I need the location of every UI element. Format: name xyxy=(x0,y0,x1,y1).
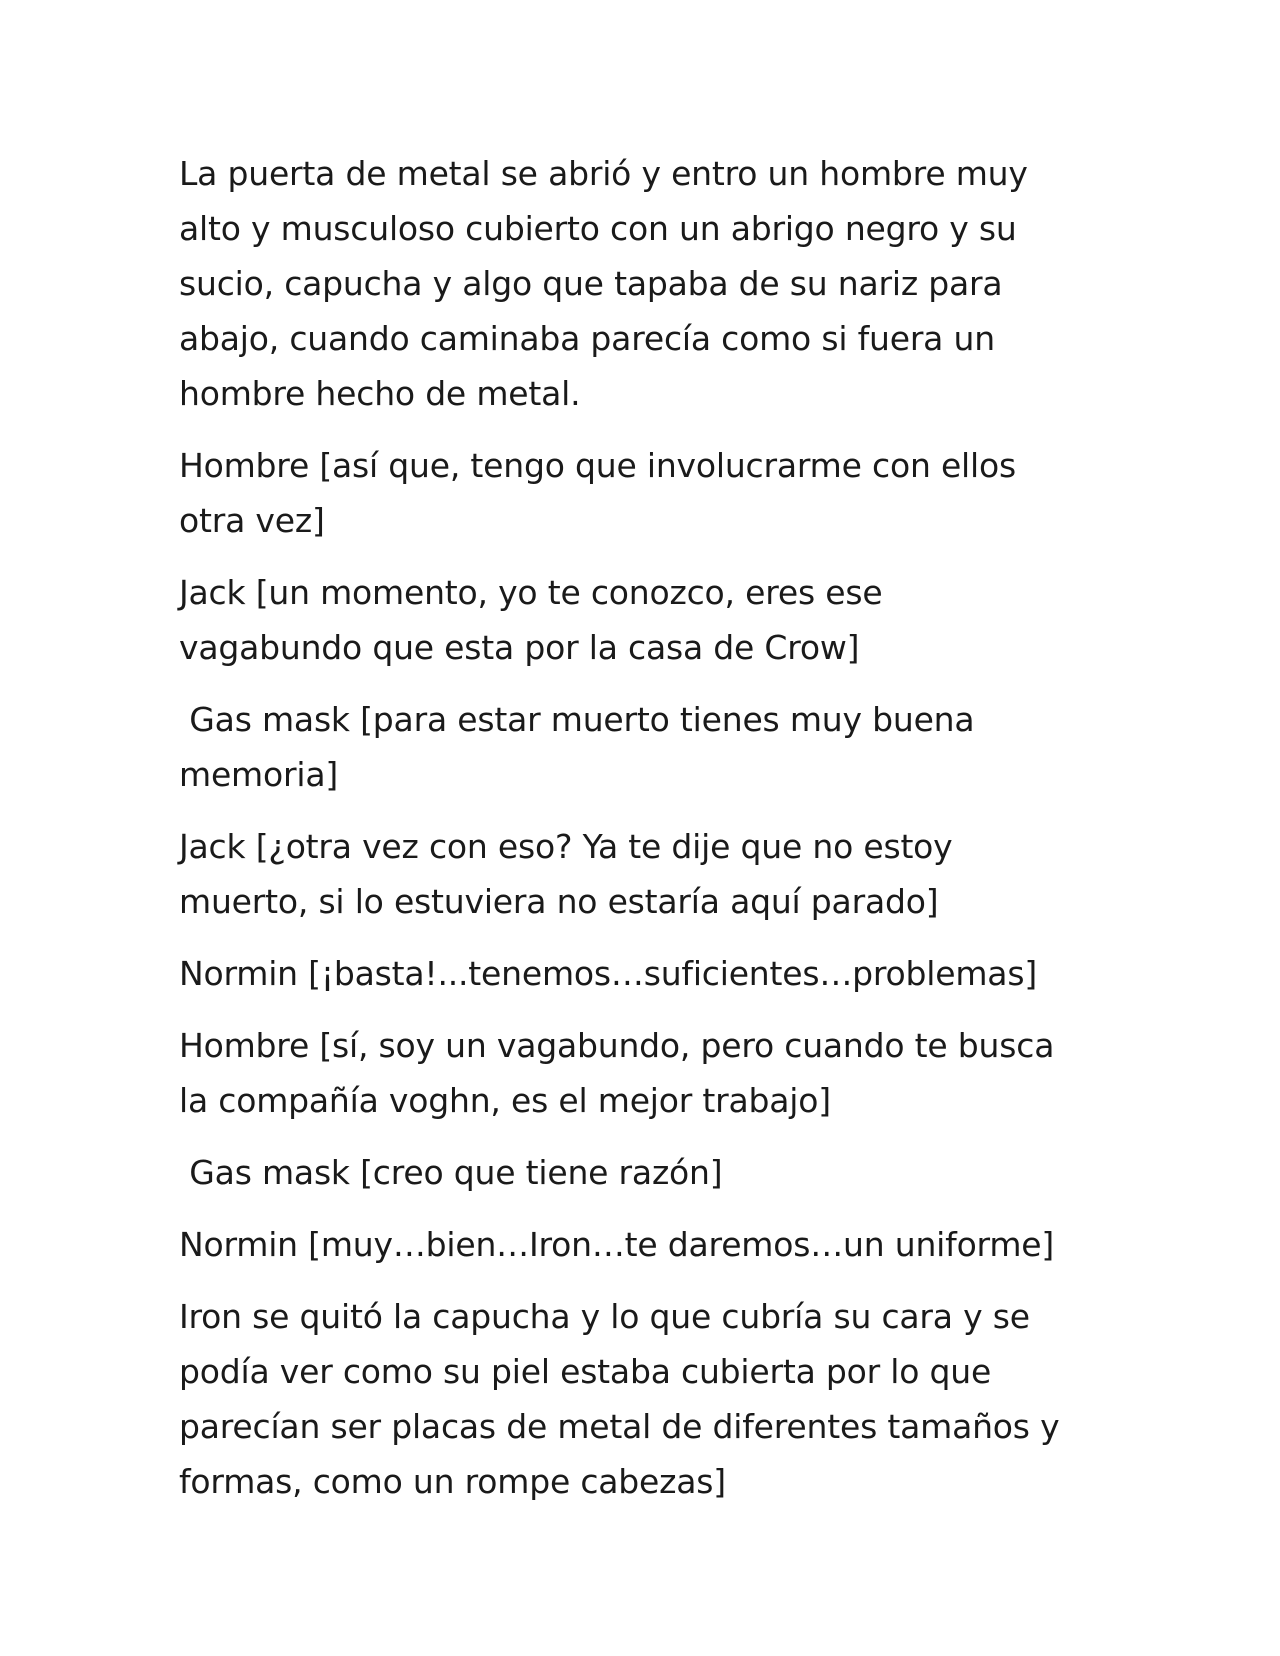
paragraph-gasmask-dialogue-1: Gas mask [para estar muerto tienes muy buena memoria] xyxy=(179,700,975,794)
paragraph-normin-dialogue-2: Normin [muy…bien…Iron…te daremos…un uniforme] xyxy=(179,1225,1055,1264)
paragraph-hombre-dialogue-2: Hombre [sí, soy un vagabundo, pero cuando te busca la compañía voghn, es el mejor trabajo] xyxy=(179,1026,1055,1120)
paragraph-jack-dialogue-2: Jack [¿otra vez con eso? Ya te dije que no estoy muerto, si lo estuviera no estaría aquí parado] xyxy=(179,827,953,921)
paragraph-narration-door: La puerta de metal se abrió y entro un hombre muy alto y musculoso cubierto con un abrigo negro y su sucio, capucha y algo que tapaba de su nariz para abajo, cuando caminaba parecía como si fuera un hombre hecho de metal. xyxy=(179,154,1028,413)
paragraph-narration-iron: Iron se quitó la capucha y lo que cubría su cara y se podía ver como su piel estaba cubierta por lo que parecían ser placas de metal de diferentes tamaños y formas, como un rompe cabezas] xyxy=(179,1297,1060,1501)
paragraph-normin-dialogue-1: Normin [¡basta!...tenemos…suficientes…problemas] xyxy=(179,954,1037,993)
paragraph-gasmask-dialogue-2: Gas mask [creo que tiene razón] xyxy=(179,1153,723,1192)
paragraph-hombre-dialogue-1: Hombre [así que, tengo que involucrarme con ellos otra vez] xyxy=(179,446,1016,540)
document-text-body xyxy=(179,146,1099,1526)
paragraph-jack-dialogue-1: Jack [un momento, yo te conozco, eres ese vagabundo que esta por la casa de Crow] xyxy=(179,573,883,667)
